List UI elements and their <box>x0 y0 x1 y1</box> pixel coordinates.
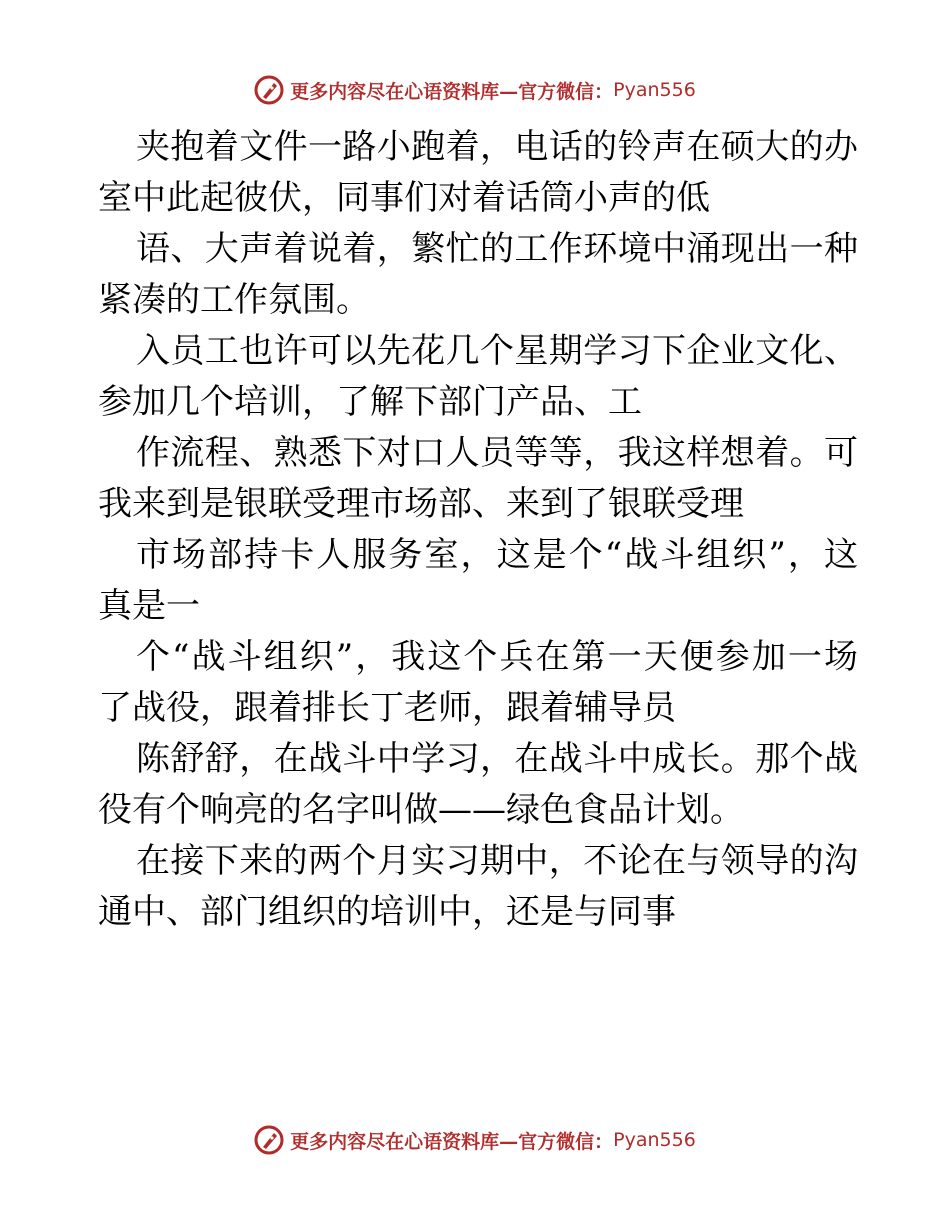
body-line: 夹抱着文件一路小跑着，电话的铃声在硕大的办 <box>136 127 858 167</box>
header-banner <box>0 70 950 110</box>
footer-banner <box>0 1120 950 1160</box>
body-line: 陈舒舒，在战斗中学习，在战斗中成长。那个战 <box>136 739 858 779</box>
body-line: 个“战斗组织”，我这个兵在第一天便参加一场 <box>136 637 858 677</box>
pen-nib-logo-icon <box>254 75 284 105</box>
header-wechat-id: Pyan556 <box>613 79 696 101</box>
body-line: 作流程、熟悉下对口人员等等，我这样想着。可 <box>136 433 858 473</box>
body-line: 役有个响亮的名字叫做——绿色食品计划。 <box>98 790 744 830</box>
body-line: 我来到是银联受理市场部、来到了银联受理 <box>98 484 744 524</box>
body-line: 市场部持卡人服务室，这是个“战斗组织”，这 <box>136 535 858 575</box>
body-line: 通中、部门组织的培训中，还是与同事 <box>98 892 676 932</box>
body-line: 紧凑的工作氛围。 <box>98 280 370 320</box>
body-line: 室中此起彼伏，同事们对着话筒小声的低 <box>98 178 710 218</box>
pen-nib-logo-icon <box>254 1125 284 1155</box>
body-line: 入员工也许可以先花几个星期学习下企业文化、 <box>136 331 858 371</box>
body-line: 了战役，跟着排长丁老师，跟着辅导员 <box>98 688 676 728</box>
footer-brand-text: 更多内容尽在心语资料库—官方微信： <box>290 1130 614 1153</box>
body-line: 语、大声着说着，繁忙的工作环境中涌现出一种 <box>136 229 858 269</box>
document-body <box>98 122 858 938</box>
body-line: 真是一 <box>98 586 200 626</box>
footer-wechat-id: Pyan556 <box>613 1129 696 1151</box>
body-line: 在接下来的两个月实习期中，不论在与领导的沟 <box>136 841 858 881</box>
body-line: 参加几个培训，了解下部门产品、工 <box>98 382 642 422</box>
header-brand-text: 更多内容尽在心语资料库—官方微信： <box>290 80 614 103</box>
